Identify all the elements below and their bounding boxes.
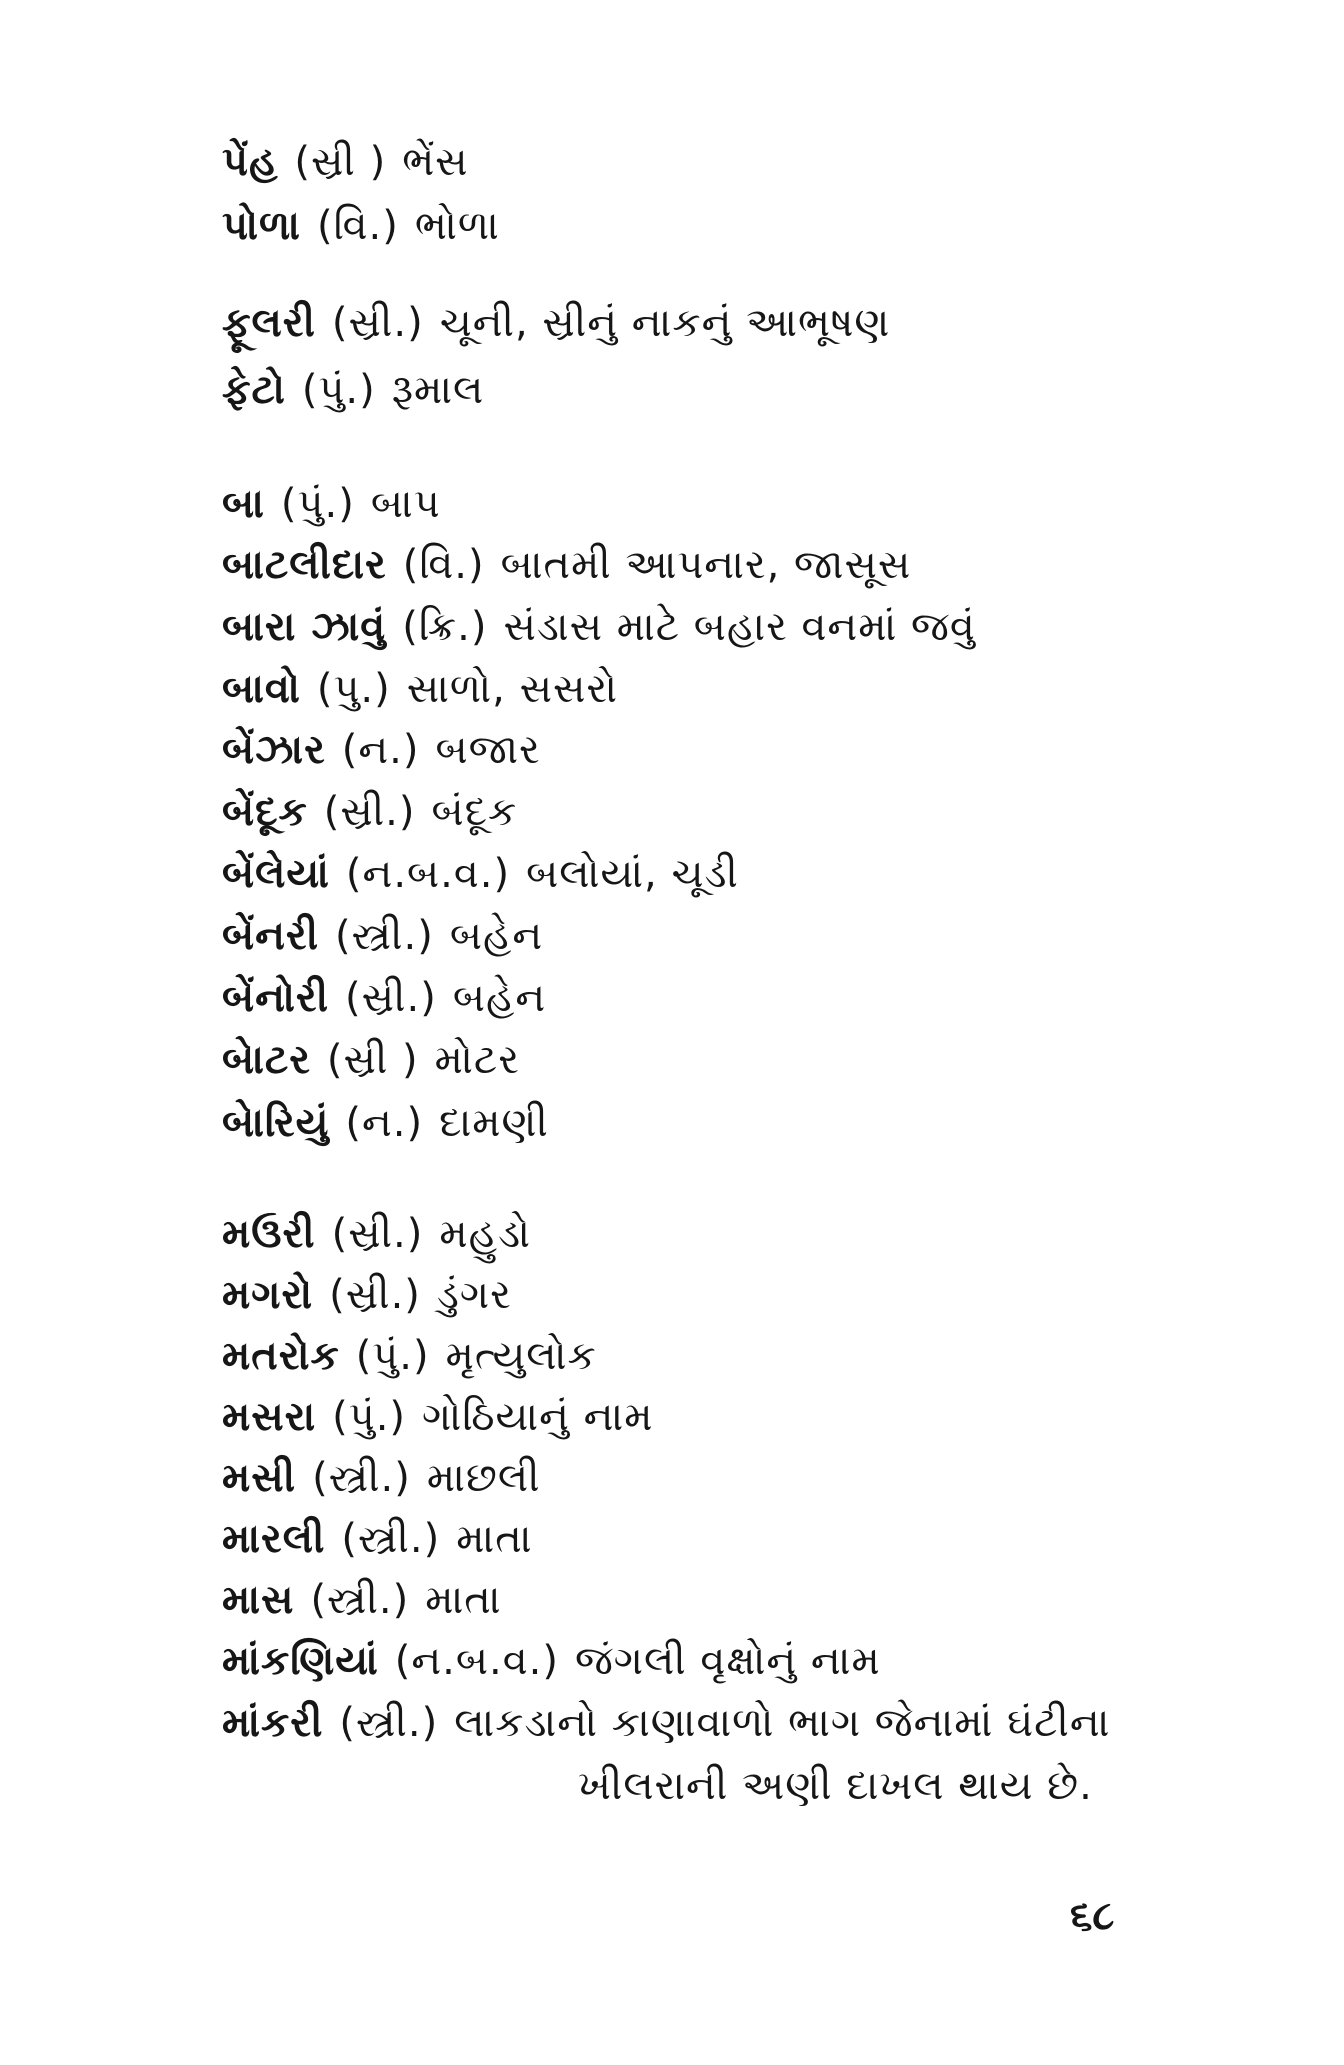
entry-meaning: ભોળા (414, 203, 500, 249)
entry-17 (222, 1269, 512, 1321)
entry-pos: (ન.બ.વ.) (394, 1638, 559, 1684)
entry-pos: (સ્રી.) (345, 975, 437, 1021)
entry-meaning: મોટર (434, 1037, 520, 1083)
entry-word: બા (222, 481, 265, 527)
entry-meaning: ચૂની, સ્રીનું નાકનું આભૂષણ (439, 300, 891, 346)
entry-meaning: બલોયાં, ચૂડી (526, 851, 739, 897)
entry-5 (222, 478, 441, 530)
entry-18 (222, 1330, 597, 1382)
entry-pos: (સ્ત્રી.) (335, 913, 434, 959)
entry-4 (222, 364, 484, 416)
entry-word: બેંનોરી (222, 975, 330, 1021)
entry-word: બેંદૂક (222, 789, 308, 835)
entry-meaning: બંદૂક (431, 789, 518, 835)
entry-pos: (ન.બ.વ.) (345, 851, 511, 897)
entry-word: પોળા (222, 203, 301, 249)
entry-word: બાટલીદાર (222, 542, 387, 588)
entry-meaning: ભેંસ (402, 139, 469, 185)
entry-pos: (સ્ત્રી.) (339, 1700, 439, 1746)
entry-pos: (સ્રી ) (294, 139, 387, 185)
entry-meaning: બજાર (435, 727, 541, 773)
entry-pos: (સ્રી.) (323, 789, 416, 835)
entry-24 (222, 1697, 1110, 1749)
entry-pos: (ન.) (345, 1100, 424, 1146)
entry-word: બેંઝાર (222, 727, 326, 773)
entry-meaning: બહેન (449, 913, 544, 959)
entry-16 (222, 1208, 531, 1260)
entry-pos: (સ્ત્રી.) (341, 1516, 441, 1562)
entry-word: ફેટો (222, 367, 286, 413)
entry-13 (222, 972, 546, 1024)
entry-3 (222, 297, 890, 349)
entry-word: મસરા (222, 1394, 317, 1440)
entry-word: મતરોક (222, 1333, 340, 1379)
entry-meaning: માછલી (426, 1455, 541, 1501)
entry-23 (222, 1635, 881, 1687)
entry-7 (222, 601, 976, 653)
entry-word: બારા ઝાવું (222, 604, 387, 650)
entry-meaning: ડુંગર (436, 1272, 512, 1318)
entry-meaning: લાકડાનો કાણાવાળો ભાગ જેનામાં ઘંટીના (454, 1700, 1111, 1746)
entry-meaning: મહુડો (439, 1211, 532, 1257)
entry-word: માસ (222, 1577, 295, 1623)
entry-10 (222, 786, 517, 838)
entry-22 (222, 1574, 502, 1626)
entry-word: પેંહ (222, 139, 279, 185)
entry-9 (222, 724, 541, 776)
entry-6 (222, 539, 911, 591)
entry-20 (222, 1452, 541, 1504)
entry-word: બેંલેયાં (222, 851, 330, 897)
entry-19 (222, 1391, 653, 1443)
entry-21 (222, 1513, 533, 1565)
entry-pos: (સ્રી ) (326, 1037, 419, 1083)
entry-15 (222, 1097, 549, 1149)
entry-meaning: બહેન (452, 975, 547, 1021)
entry-meaning: માતા (425, 1577, 502, 1623)
entry-8 (222, 663, 618, 715)
entry-meaning: માતા (456, 1516, 533, 1562)
entry-pos: (પું.) (301, 367, 376, 413)
entry-pos: (સ્રી.) (331, 1211, 424, 1257)
page-number: ૬૮ (1070, 1893, 1115, 1939)
entry-pos: (ન.) (341, 727, 420, 773)
entry-pos: (સ્રી.) (329, 1272, 421, 1318)
entry-1 (222, 136, 469, 188)
entry-word: બાવો (222, 666, 301, 712)
entry-pos: (પું.) (280, 481, 355, 527)
entry-word: માંકરી (222, 1700, 324, 1746)
entry-pos: (વિ.) (402, 542, 485, 588)
entry-2 (222, 200, 500, 252)
entry-meaning: મૃત્યુલોક (445, 1333, 597, 1379)
entry-word: મગરો (222, 1272, 314, 1318)
entry-meaning: બાપ (370, 481, 441, 527)
entry-meaning: દામણી (439, 1100, 549, 1146)
entry-word: મઉરી (222, 1211, 316, 1257)
entry-pos: (સ્ત્રી.) (310, 1577, 410, 1623)
entry-word: ફૂલરી (222, 300, 316, 346)
entry-word: મસી (222, 1455, 297, 1501)
entry-meaning: ગોઠિયાનું નામ (422, 1394, 654, 1440)
entry-continuation: ખીલરાની અણી દાખલ થાય છે. (578, 1763, 1093, 1809)
entry-pos: (પું.) (355, 1333, 430, 1379)
entry-meaning: સંડાસ માટે બહાર વનમાં જવું (503, 604, 976, 650)
entry-pos: (પુ.) (316, 666, 391, 712)
entry-word: બેાટર (222, 1037, 311, 1083)
entry-word: માંકણિયાં (222, 1638, 379, 1684)
entry-pos: (સ્ત્રી.) (312, 1455, 411, 1501)
entry-pos: (ક્રિ.) (402, 604, 488, 650)
entry-meaning: સાળો, સસરો (406, 666, 619, 712)
entry-12 (222, 910, 543, 962)
entry-pos: (વિ.) (316, 203, 399, 249)
entry-pos: (સ્રી.) (331, 300, 424, 346)
entry-pos: (પું.) (332, 1394, 407, 1440)
entry-meaning: રૂમાલ (391, 367, 485, 413)
entry-14 (222, 1034, 520, 1086)
entry-meaning: બાતમી આપનાર, જાસૂસ (500, 542, 912, 588)
entry-meaning: જંગલી વૃક્ષોનું નામ (574, 1638, 881, 1684)
entry-word: બેારિયું (222, 1100, 330, 1146)
entry-word: બેંનરી (222, 913, 320, 959)
entry-11 (222, 848, 739, 900)
entry-word: મારલી (222, 1516, 326, 1562)
